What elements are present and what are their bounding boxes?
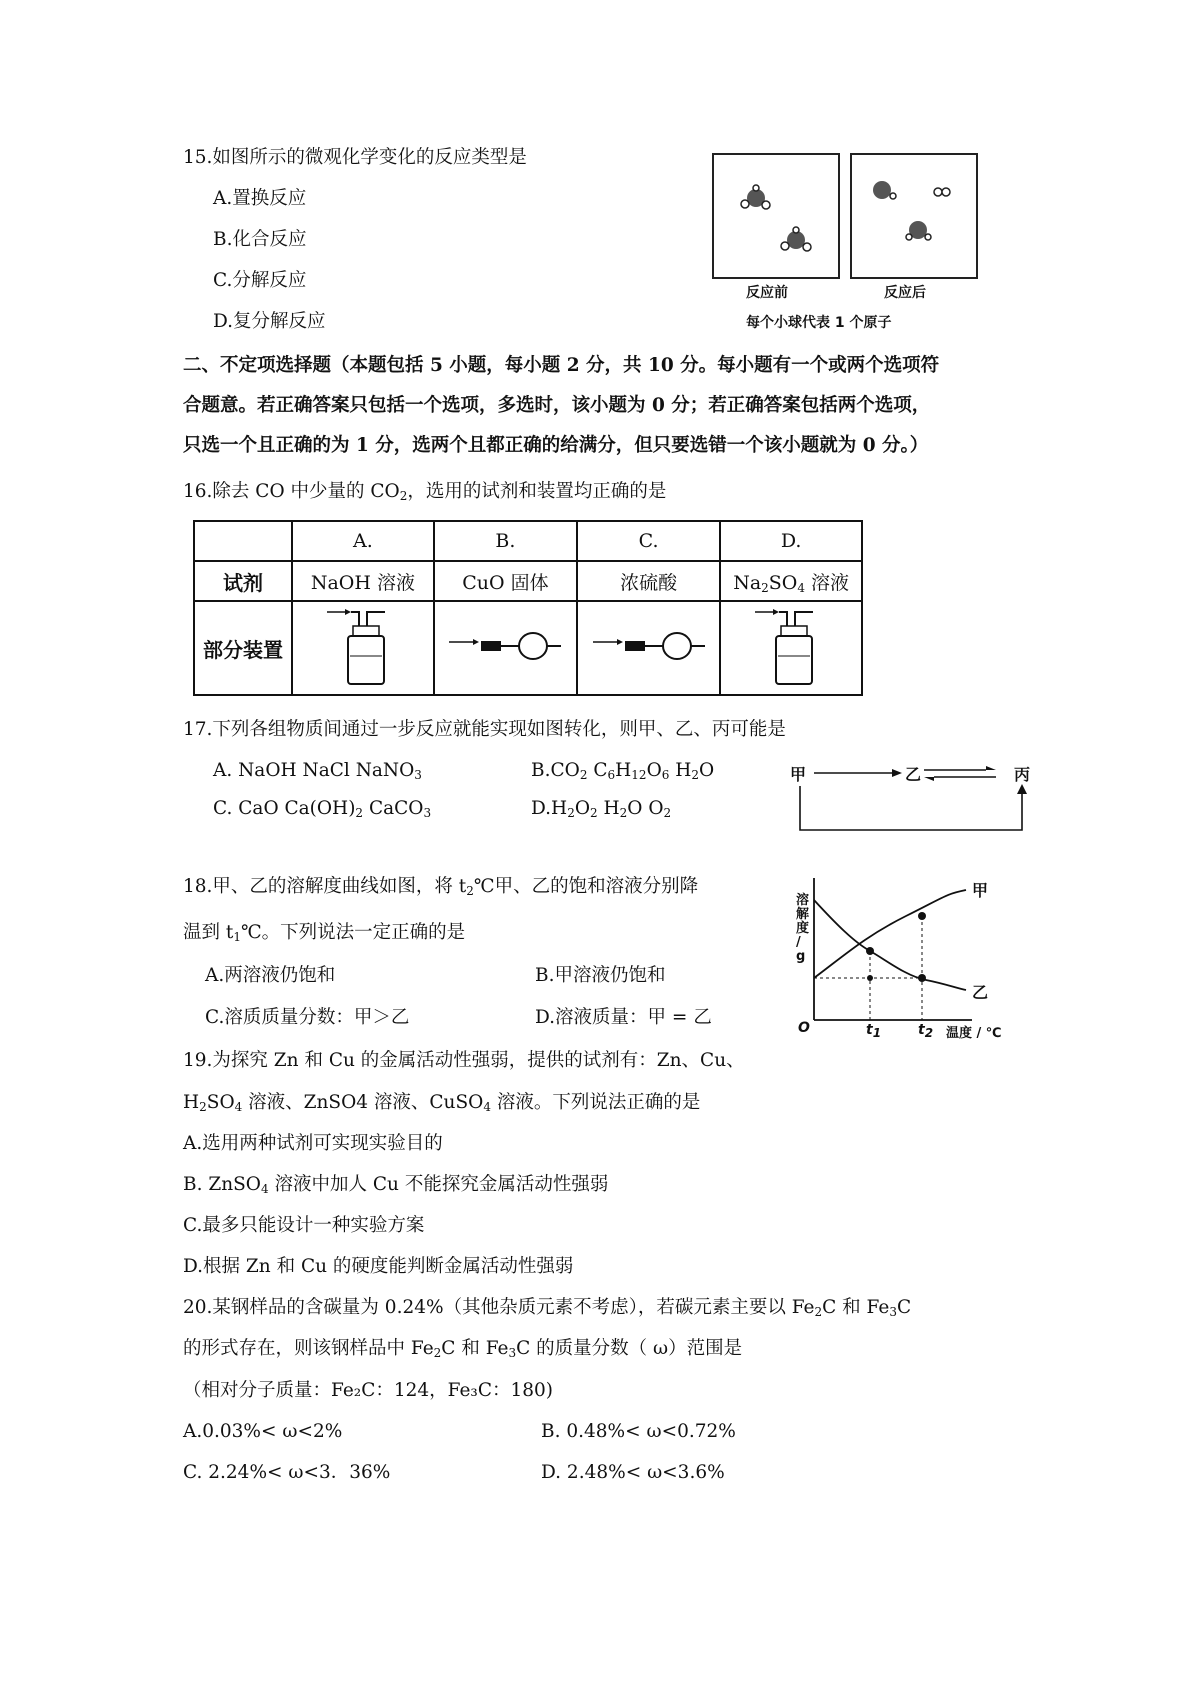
col-header-c: C. <box>577 521 720 561</box>
q17-option-a: A. NaOH NaCl NaNO$_3$ <box>213 760 422 782</box>
curve-yi <box>814 900 966 990</box>
apparatus-c <box>577 601 720 695</box>
reagent-b: CuO 固体 <box>434 561 577 601</box>
x-axis-label: 温度 / ℃ <box>946 1026 1002 1041</box>
section-header-line-1: 二、不定项选择题（本题包括 5 小题，每小题 2 分，共 10 分。每小题有一个或两个选项符 <box>183 355 940 376</box>
q20-stem-line-2: 的形式存在，则该钢样品中 $Fe_2C$ 和 $Fe_3C$ 的质量分数（ ω）范围是 <box>183 1338 743 1360</box>
reagent-d: $Na_2SO_4$ 溶液 <box>720 561 862 601</box>
q17-option-c: C. CaO $Ca(OH)_2$ CaCO$_3$ <box>213 798 432 820</box>
reagent-c: 浓硫酸 <box>577 561 720 601</box>
reagent-a: NaOH 溶液 <box>292 561 434 601</box>
drying-tube-icon <box>589 616 709 676</box>
section-header-line-2: 合题意。若正确答案只包括一个选项，多选时，该小题为 0 分；若正确答案包括两个选项， <box>183 395 931 416</box>
q18-stem-line-2: 温到 $t_1℃$。下列说法一定正确的是 <box>183 922 466 944</box>
before-label: 反应前 <box>746 285 788 301</box>
curve-jia <box>814 890 966 978</box>
q19-option-d: D.根据 Zn 和 Cu 的硬度能判断金属活动性强弱 <box>183 1256 574 1277</box>
gas-washing-bottle-icon <box>751 604 831 688</box>
q17-stem: 17.下列各组物质间通过一步反应就能实现如图转化，则甲、乙、丙可能是 <box>183 719 786 740</box>
q18-option-c: C.溶质质量分数：甲＞乙 <box>205 1007 410 1028</box>
node-yi: 乙 <box>905 765 922 784</box>
q15-option-d: D.复分解反应 <box>213 311 326 332</box>
curve-label-jia: 甲 <box>972 881 989 900</box>
section-header-line-3: 只选一个且正确的为 1 分，选两个且都正确的给满分，但只要选错一个该小题就为 0 分。） <box>183 435 929 456</box>
q18-option-d: D.溶液质量：甲 = 乙 <box>535 1007 712 1028</box>
q17-option-d: $D.H_2O_2$ $H_2O$ $O_2$ <box>531 798 672 820</box>
apparatus-b <box>434 601 577 695</box>
node-bing: 丙 <box>1014 765 1031 784</box>
q15-option-a: A.置换反应 <box>213 188 307 209</box>
t2-label: $t_2$ <box>918 1022 934 1040</box>
q18-option-b: B.甲溶液仍饱和 <box>535 965 666 986</box>
q20-option-c: C. 2.24%< ω<3．36% <box>183 1462 391 1483</box>
q20-option-b: B. 0.48%< ω<0.72% <box>541 1421 736 1442</box>
q19-option-a: A.选用两种试剂可实现实验目的 <box>183 1133 443 1154</box>
figure-note: 每个小球代表 1 个原子 <box>746 315 892 331</box>
y-axis-label: 溶解度 / g <box>796 893 810 964</box>
q18-solubility-graph <box>796 872 1016 1042</box>
q20-molar-mass-note: （相对分子质量：Fe₂C：124，Fe₃C：180) <box>183 1380 554 1401</box>
q18-stem-line-1: 18.甲、乙的溶解度曲线如图，将 $t_2℃$甲、乙的饱和溶液分别降 <box>183 876 699 898</box>
t1-label: $t_1$ <box>866 1022 882 1040</box>
row-label-apparatus: 部分装置 <box>194 601 292 695</box>
apparatus-d <box>720 601 862 695</box>
after-label: 反应后 <box>884 285 926 301</box>
q20-stem-line-1: 20.某钢样品的含碳量为 0.24%（其他杂质元素不考虑），若碳元素主要以 $Fe_2C$ 和 $Fe_3C$ <box>183 1297 912 1319</box>
q19-stem-line-1: 19.为探究 Zn 和 Cu 的金属活动性强弱，提供的试剂有：Zn、Cu、 <box>183 1050 745 1071</box>
q16-stem: 16.除去 CO 中少量的 $CO_2$，选用的试剂和装置均正确的是 <box>183 481 667 503</box>
q20-option-d: D. 2.48%< ω<3.6% <box>541 1462 725 1483</box>
gas-washing-bottle-icon <box>323 604 403 688</box>
apparatus-a <box>292 601 434 695</box>
node-jia: 甲 <box>790 765 807 784</box>
q18-option-a: A.两溶液仍饱和 <box>205 965 336 986</box>
col-header-a: A. <box>292 521 434 561</box>
q19-stem-line-2: $H_2SO_4$ 溶液、ZnSO4 溶液、CuSO$_4$ 溶液。下列说法正确的是 <box>183 1092 701 1114</box>
q15-stem: 15.如图所示的微观化学变化的反应类型是 <box>183 147 527 168</box>
curve-label-yi: 乙 <box>972 983 989 1002</box>
table-corner-cell <box>194 521 292 561</box>
row-label-reagent: 试剂 <box>194 561 292 601</box>
q19-option-c: C.最多只能设计一种实验方案 <box>183 1215 425 1236</box>
q15-option-b: B.化合反应 <box>213 229 307 250</box>
col-header-d: D. <box>720 521 862 561</box>
q15-reaction-figure <box>712 152 978 340</box>
q19-option-b: B. ZnSO$_4$ 溶液中加人 Cu 不能探究金属活动性强弱 <box>183 1174 609 1196</box>
origin-label: O <box>798 1020 810 1036</box>
drying-tube-icon <box>445 616 565 676</box>
col-header-b: B. <box>434 521 577 561</box>
q15-option-c: C.分解反应 <box>213 270 307 291</box>
q20-option-a: A.0.03%< ω<2% <box>183 1421 343 1442</box>
q17-option-b: $B.CO_2$ $C_6H_{12}O_6$ $H_2O$ <box>531 760 715 782</box>
q16-table <box>193 520 863 696</box>
q17-conversion-diagram <box>790 760 1040 836</box>
